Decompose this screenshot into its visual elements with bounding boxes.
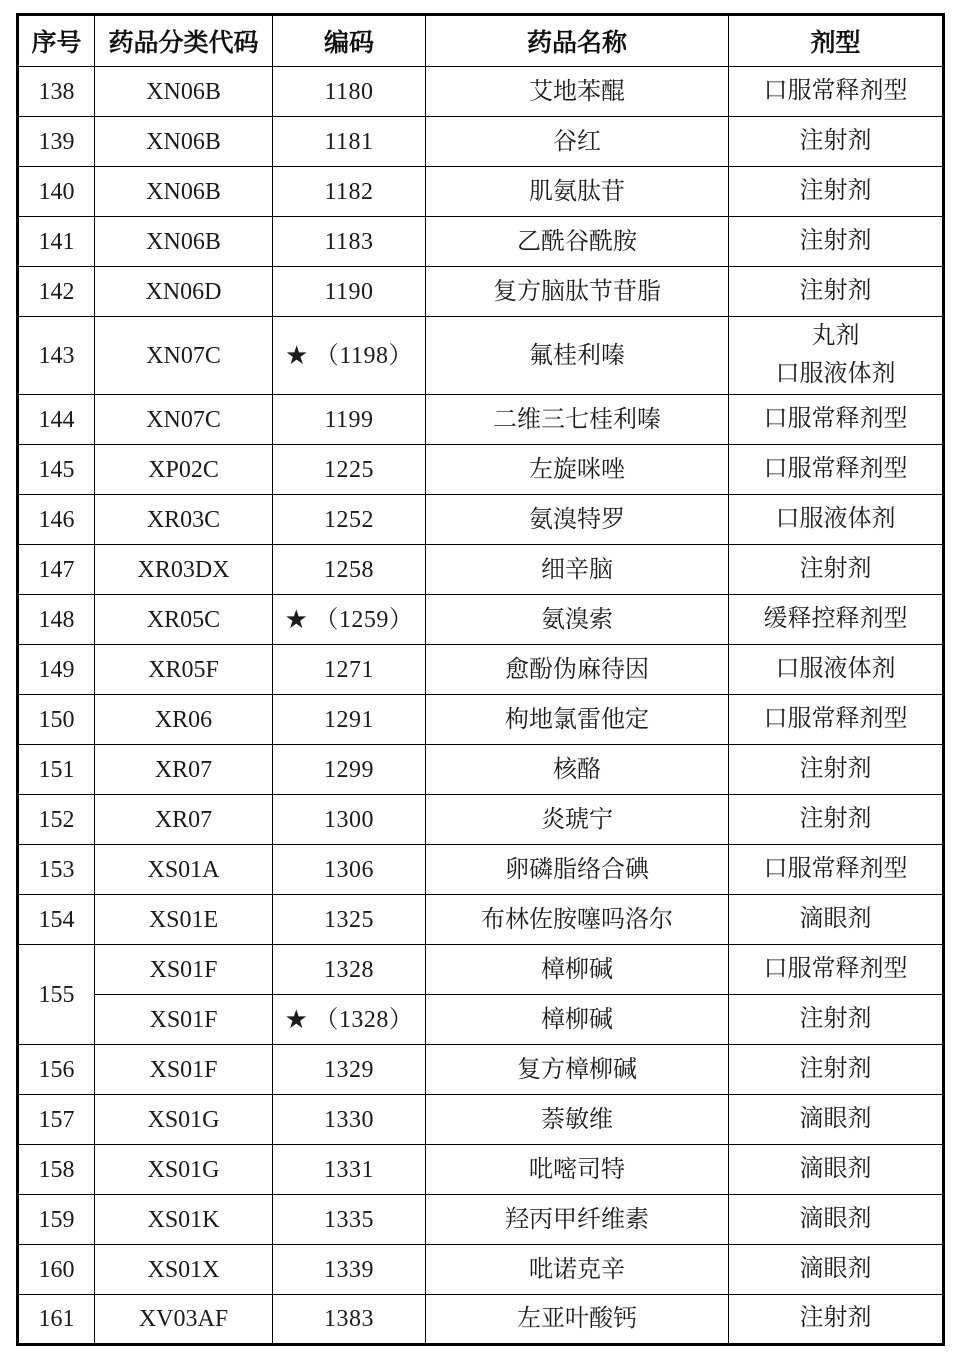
cell-class-code: XS01A [95,845,273,895]
form-line: 注射剂 [799,1055,872,1082]
cell-seq: 138 [18,67,95,117]
cell-name: 左亚叶酸钙 [426,1295,729,1345]
cell-form [729,595,944,645]
cell-form [729,995,944,1045]
form-line: 滴眼剂 [799,905,872,932]
cell-code-text: 1300 [324,806,374,833]
cell-seq: 143 [18,317,95,395]
cell-seq: 159 [18,1195,95,1245]
cell-seq: 153 [18,845,95,895]
form-line: 口服常释剂型 [763,955,908,982]
cell-code [273,167,426,217]
table-row [18,895,944,945]
cell-form [729,267,944,317]
cell-code-text: 1183 [324,228,374,255]
cell-name: 二维三七桂利嗪 [426,395,729,445]
form-line: 注射剂 [799,127,872,154]
cell-code-text: 1252 [324,506,374,533]
cell-code-text: 1190 [324,278,374,305]
cell-code [273,67,426,117]
cell-form [729,545,944,595]
form-line: 滴眼剂 [799,1255,872,1282]
form-line: 滴眼剂 [799,1155,872,1182]
cell-seq: 158 [18,1145,95,1195]
cell-code [273,845,426,895]
cell-code [273,695,426,745]
table-row [18,67,944,117]
cell-code-text: 1299 [324,756,374,783]
form-line: 口服常释剂型 [763,855,908,882]
form-line: 注射剂 [799,755,872,782]
cell-code-text: 1271 [324,656,374,683]
table-row [18,117,944,167]
cell-code-text: 1180 [324,78,374,105]
cell-code [273,1245,426,1295]
cell-name: 羟丙甲纤维素 [426,1195,729,1245]
cell-code [273,117,426,167]
table-row [18,1095,944,1145]
cell-seq: 141 [18,217,95,267]
table-row [18,395,944,445]
cell-form [729,945,944,995]
cell-code-text: ★ （1259） [284,604,414,634]
drug-table-body [18,67,944,1345]
cell-code-text: 1339 [324,1256,374,1283]
cell-code [273,1195,426,1245]
cell-code-text: 1258 [324,556,374,583]
form-line: 注射剂 [799,227,872,254]
cell-class-code: XR06 [95,695,273,745]
star-icon: ★ [285,340,309,370]
table-row [18,167,944,217]
form-line: 注射剂 [799,1305,872,1332]
column-header-name: 药品名称 [426,15,729,67]
cell-code-text: 1291 [324,706,374,733]
cell-name: 艾地苯醌 [426,67,729,117]
cell-class-code: XP02C [95,445,273,495]
cell-class-code: XR03DX [95,545,273,595]
cell-name: 细辛脑 [426,545,729,595]
table-header [18,15,944,67]
cell-name: 枸地氯雷他定 [426,695,729,745]
cell-seq: 150 [18,695,95,745]
cell-name: 吡嘧司特 [426,1145,729,1195]
cell-name: 左旋咪唑 [426,445,729,495]
cell-code-text: 1325 [324,906,374,933]
table-row [18,317,944,395]
form-line: 注射剂 [799,805,872,832]
cell-code-text: 1383 [324,1306,374,1332]
cell-seq: 154 [18,895,95,945]
cell-code-text: 1199 [324,406,374,433]
form-line: 口服常释剂型 [763,77,908,104]
cell-seq: 149 [18,645,95,695]
cell-seq: 156 [18,1045,95,1095]
table-row [18,845,944,895]
cell-name: 核酪 [426,745,729,795]
cell-form [729,495,944,545]
cell-name: 复方樟柳碱 [426,1045,729,1095]
cell-code-text: 1331 [324,1156,374,1183]
cell-code [273,1295,426,1345]
cell-class-code: XR05F [95,645,273,695]
cell-form [729,1095,944,1145]
cell-code [273,317,426,395]
cell-name: 愈酚伪麻待因 [426,645,729,695]
cell-class-code: XR07 [95,745,273,795]
cell-name: 复方脑肽节苷脂 [426,267,729,317]
cell-code [273,445,426,495]
table-row [18,945,944,995]
form-line: 滴眼剂 [799,1105,872,1132]
table-row [18,995,944,1045]
cell-name: 氨溴特罗 [426,495,729,545]
cell-form [729,1045,944,1095]
cell-code [273,795,426,845]
cell-class-code: XN06B [95,67,273,117]
cell-seq: 144 [18,395,95,445]
cell-code-text: ★ （1198） [285,340,413,370]
table-row [18,1045,944,1095]
cell-seq: 148 [18,595,95,645]
cell-form [729,445,944,495]
cell-form [729,845,944,895]
cell-class-code: XV03AF [95,1295,273,1345]
cell-form [729,67,944,117]
cell-seq: 139 [18,117,95,167]
cell-class-code: XS01F [95,1045,273,1095]
form-line: 口服液体剂 [775,505,896,532]
form-line: 注射剂 [799,177,872,204]
cell-name: 肌氨肽苷 [426,167,729,217]
cell-code-text: 1181 [324,128,374,155]
cell-form [729,167,944,217]
cell-form [729,395,944,445]
cell-seq: 140 [18,167,95,217]
star-icon: ★ [284,1004,309,1034]
form-line: 口服常释剂型 [763,455,908,482]
cell-class-code: XS01F [95,995,273,1045]
cell-code [273,895,426,945]
cell-code-text: 1329 [324,1056,374,1083]
cell-name: 樟柳碱 [426,995,729,1045]
form-line: 注射剂 [799,1005,872,1032]
cell-code-text: 1335 [324,1206,374,1233]
cell-code [273,995,426,1045]
cell-form [729,645,944,695]
cell-class-code: XS01F [95,945,273,995]
drug-catalog-table [16,13,945,1346]
column-header-code: 编码 [273,15,426,67]
cell-code-text: 1330 [324,1106,374,1133]
form-line: 丸剂 [811,323,860,350]
cell-name: 吡诺克辛 [426,1245,729,1295]
table-row [18,695,944,745]
form-line: 滴眼剂 [799,1205,872,1232]
cell-name: 氟桂利嗪 [426,317,729,395]
table-row [18,1195,944,1245]
cell-form [729,117,944,167]
table-row [18,495,944,545]
header-row [18,15,944,67]
table-row [18,1295,944,1345]
cell-code [273,1045,426,1095]
cell-class-code: XN06B [95,167,273,217]
cell-seq: 155 [18,945,95,1045]
cell-code [273,945,426,995]
cell-class-code: XS01G [95,1145,273,1195]
cell-class-code: XS01G [95,1095,273,1145]
cell-code [273,1145,426,1195]
cell-class-code: XN06B [95,217,273,267]
cell-class-code: XN07C [95,395,273,445]
form-line: 口服液体剂 [775,360,896,387]
cell-code [273,495,426,545]
cell-class-code: XS01X [95,1245,273,1295]
cell-seq: 161 [18,1295,95,1345]
cell-seq: 157 [18,1095,95,1145]
cell-class-code: XN06B [95,117,273,167]
table-row [18,1145,944,1195]
cell-form [729,745,944,795]
cell-code-text: ★ （1328） [284,1004,414,1034]
cell-form [729,795,944,845]
column-header-seq: 序号 [18,15,95,67]
cell-seq: 147 [18,545,95,595]
cell-name: 谷红 [426,117,729,167]
cell-code [273,217,426,267]
cell-code [273,645,426,695]
star-icon: ★ [284,604,309,634]
table-row [18,267,944,317]
cell-name: 布林佐胺噻吗洛尔 [426,895,729,945]
table-row [18,1245,944,1295]
cell-class-code: XR05C [95,595,273,645]
cell-form [729,1245,944,1295]
cell-form [729,317,944,395]
cell-code [273,595,426,645]
cell-code [273,1095,426,1145]
cell-code [273,745,426,795]
table-row [18,645,944,695]
cell-seq: 146 [18,495,95,545]
cell-seq: 151 [18,745,95,795]
column-header-form: 剂型 [729,15,944,67]
table-row [18,545,944,595]
cell-code [273,395,426,445]
form-line: 注射剂 [799,277,872,304]
cell-class-code: XR07 [95,795,273,845]
cell-class-code: XN06D [95,267,273,317]
cell-form [729,1195,944,1245]
cell-class-code: XN07C [95,317,273,395]
table-row [18,445,944,495]
cell-form [729,1145,944,1195]
form-line: 口服液体剂 [775,655,896,682]
cell-code-text: 1225 [324,456,374,483]
cell-code [273,545,426,595]
cell-name: 氨溴索 [426,595,729,645]
form-line: 口服常释剂型 [763,405,908,432]
cell-class-code: XS01E [95,895,273,945]
cell-code-text: 1306 [324,856,374,883]
cell-seq: 152 [18,795,95,845]
cell-class-code: XR03C [95,495,273,545]
form-line: 缓释控释剂型 [763,605,908,632]
cell-code-text: 1328 [324,956,374,983]
form-line: 注射剂 [799,555,872,582]
cell-seq: 160 [18,1245,95,1295]
cell-name: 卵磷脂络合碘 [426,845,729,895]
column-header-class-code: 药品分类代码 [95,15,273,67]
form-line: 口服常释剂型 [763,705,908,732]
cell-name: 樟柳碱 [426,945,729,995]
cell-form [729,1295,944,1345]
table-row [18,795,944,845]
cell-seq: 142 [18,267,95,317]
cell-seq: 145 [18,445,95,495]
table-row [18,217,944,267]
cell-form [729,217,944,267]
cell-name: 炎琥宁 [426,795,729,845]
cell-form [729,895,944,945]
table-row [18,745,944,795]
cell-form [729,695,944,745]
cell-name: 萘敏维 [426,1095,729,1145]
cell-class-code: XS01K [95,1195,273,1245]
cell-code-text: 1182 [324,178,374,205]
cell-code [273,267,426,317]
table-row [18,595,944,645]
cell-name: 乙酰谷酰胺 [426,217,729,267]
